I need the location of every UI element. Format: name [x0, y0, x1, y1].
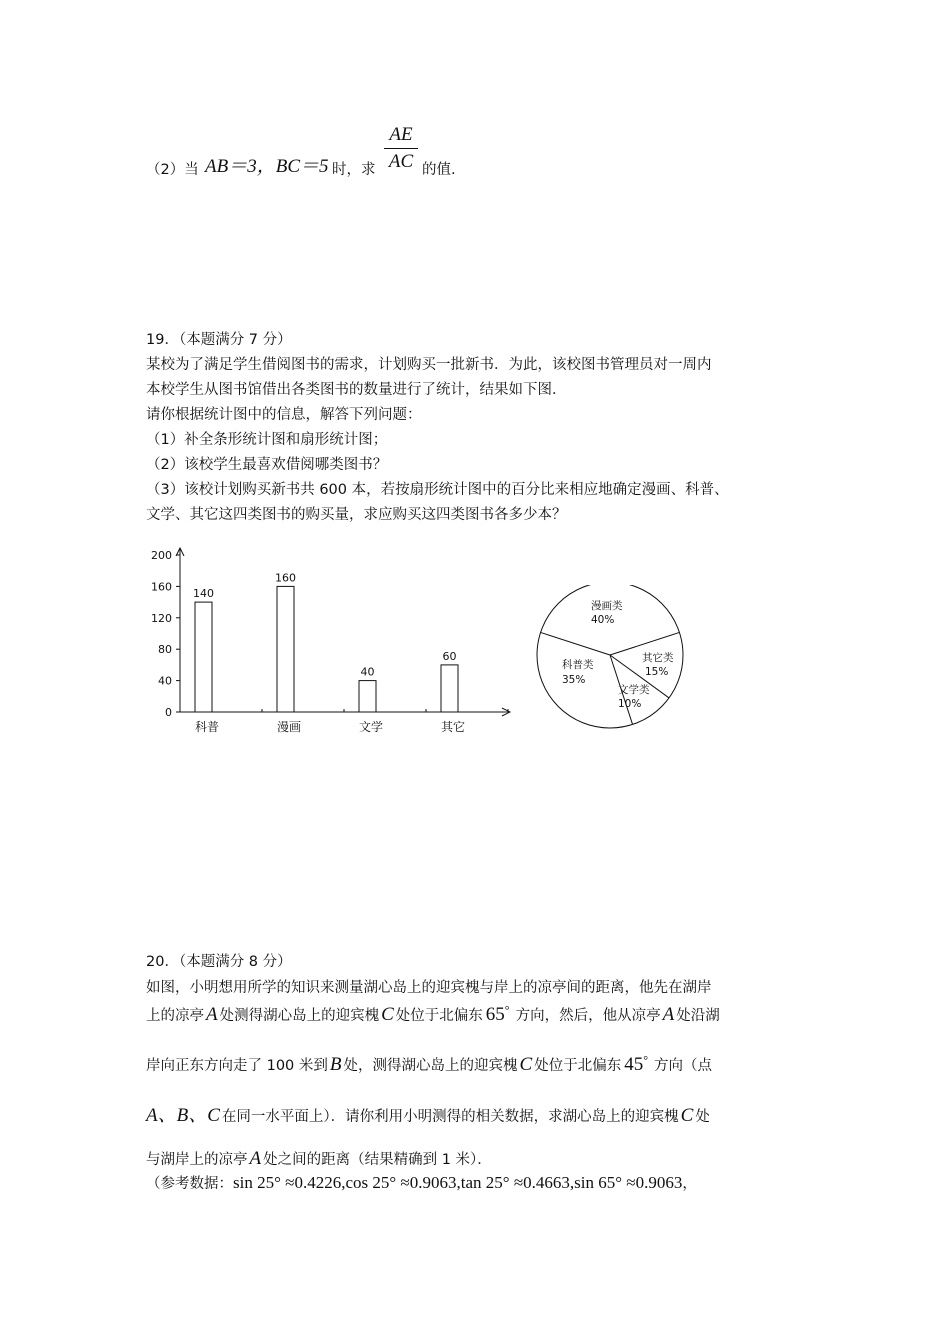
q20-line5-a: 与湖岸上的凉亭	[146, 1152, 248, 1168]
bar-value-label: 60	[442, 649, 457, 663]
point-a: A	[249, 1148, 262, 1169]
fraction-bar	[384, 148, 418, 149]
q19-text-line2: 本校学生从图书馆借出各类图书的数量进行了统计，结果如下图．	[146, 382, 567, 398]
pie-chart	[530, 585, 690, 735]
bar-1	[277, 586, 294, 712]
q20-reference-label: （参考数据：	[146, 1176, 233, 1192]
bar-3	[441, 665, 458, 712]
pie-label-other: 其它类	[642, 652, 674, 664]
q18-part2-condition: AB＝3，BC＝5	[205, 156, 329, 177]
q20-reference-values: sin 25° ≈0.4226,cos 25° ≈0.9063,tan 25° ≈0.4663,sin 65° ≈0.9063	[233, 1173, 683, 1192]
q18-part2-mid: 时，求	[332, 162, 376, 178]
x-category-label: 漫画	[276, 720, 302, 734]
point-c: C	[381, 1003, 394, 1025]
q20-line2-c: 处位于北偏东	[395, 1007, 483, 1024]
q20-line3-b: 处，测得湖心岛上的迎宾槐	[343, 1057, 518, 1074]
point-b: B	[329, 1053, 342, 1075]
points-abc: A、B、C	[146, 1105, 220, 1126]
y-tick-label: 80	[158, 643, 172, 657]
y-tick-label: 120	[151, 611, 172, 625]
q20-line5-b: 处之间的距离（结果精确到 1 米）．	[263, 1152, 492, 1168]
bar-0	[195, 602, 212, 712]
pie-label-literature: 文学类	[618, 684, 650, 696]
q19-sub3a: （3）该校计划购买新书共 600 本，若按扇形统计图中的百分比来相应地确定漫画、科普、	[146, 482, 729, 498]
point-a: A	[662, 1003, 675, 1025]
y-tick-label: 40	[158, 674, 172, 688]
fraction-denominator: AC	[388, 151, 414, 172]
q20-line3-d: 方向（点	[654, 1057, 713, 1074]
point-a: A	[206, 1003, 218, 1025]
y-tick-label: 160	[151, 580, 172, 594]
q20-line4	[146, 1100, 710, 1127]
q20-line4-c: 处	[695, 1109, 710, 1125]
q18-part2-prefix: （2）当	[146, 162, 199, 178]
bar-2	[359, 681, 376, 712]
q20-line5	[146, 1148, 492, 1170]
q20-line2-d: 方向，然后，他从凉亭	[515, 1007, 661, 1024]
angle-45: 45	[624, 1053, 644, 1075]
q20-line4-b: 在同一水平面上）．请你利用小明测得的相关数据，求湖心岛上的迎宾槐	[221, 1109, 679, 1125]
degree-sign: °	[643, 1053, 649, 1067]
degree-sign: °	[504, 1003, 510, 1017]
angle-65: 65	[485, 1003, 505, 1025]
q20-reference	[146, 1172, 697, 1193]
q20-line3-a: 岸向正东方向走了 100 米到	[146, 1057, 328, 1074]
pie-pct-other: 15%	[645, 666, 669, 678]
x-category-label: 科普	[194, 720, 220, 734]
q20-line3-c: 处位于北偏东	[534, 1057, 622, 1074]
q20-reference-end: ，	[682, 1176, 697, 1192]
fraction-numerator: AE	[389, 124, 413, 145]
pie-pct-comic: 40%	[591, 614, 615, 626]
q19-header: 19．（本题满分 7 分）	[146, 332, 292, 348]
q20-line2-e: 处沿湖	[676, 1007, 720, 1024]
q20-header: 20．（本题满分 8 分）	[146, 954, 292, 970]
q19-text-line3: 请你根据统计图中的信息，解答下列问题：	[146, 407, 422, 423]
x-category-label: 其它	[440, 720, 466, 734]
q20-line2	[146, 1003, 720, 1026]
y-ticks	[151, 549, 180, 719]
point-c: C	[519, 1053, 533, 1075]
pie-label-comic: 漫画类	[591, 600, 623, 612]
pie-pct-literature: 10%	[618, 698, 642, 710]
bar-value-label: 140	[193, 587, 214, 601]
q19-text-line1: 某校为了满足学生借阅图书的需求，计划购买一批新书．为此，该校图书管理员对一周内	[146, 357, 712, 373]
q19-sub2: （2）该校学生最喜欢借阅哪类图书？	[146, 457, 388, 473]
bar-value-label: 40	[360, 665, 375, 679]
point-c: C	[680, 1105, 694, 1126]
pie-pct-science: 35%	[562, 674, 586, 686]
y-tick-label: 200	[151, 549, 172, 562]
bar-chart-axes	[176, 548, 510, 716]
q19-sub3b: 文学、其它这四类图书的购买量，求应购买这四类图书各多少本？	[146, 507, 567, 523]
bar-value-label: 160	[275, 571, 296, 585]
y-tick-label: 0	[165, 706, 172, 719]
q18-part2-suffix: 的值.	[422, 162, 456, 178]
bars	[193, 571, 508, 734]
q18-fraction	[384, 124, 418, 173]
q20-line2-a: 上的凉亭	[146, 1007, 204, 1024]
pie-label-science: 科普类	[562, 659, 594, 671]
q20-line3	[146, 1053, 712, 1076]
x-category-label: 文学	[358, 720, 384, 734]
q20-line2-b: 处测得湖心岛上的迎宾槐	[219, 1007, 380, 1024]
bar-chart	[140, 540, 530, 745]
q20-line1: 如图，小明想用所学的知识来测量湖心岛上的迎宾槐与岸上的凉亭间的距离，他先在湖岸	[146, 980, 712, 996]
q19-sub1: （1）补全条形统计图和扇形统计图；	[146, 432, 388, 448]
